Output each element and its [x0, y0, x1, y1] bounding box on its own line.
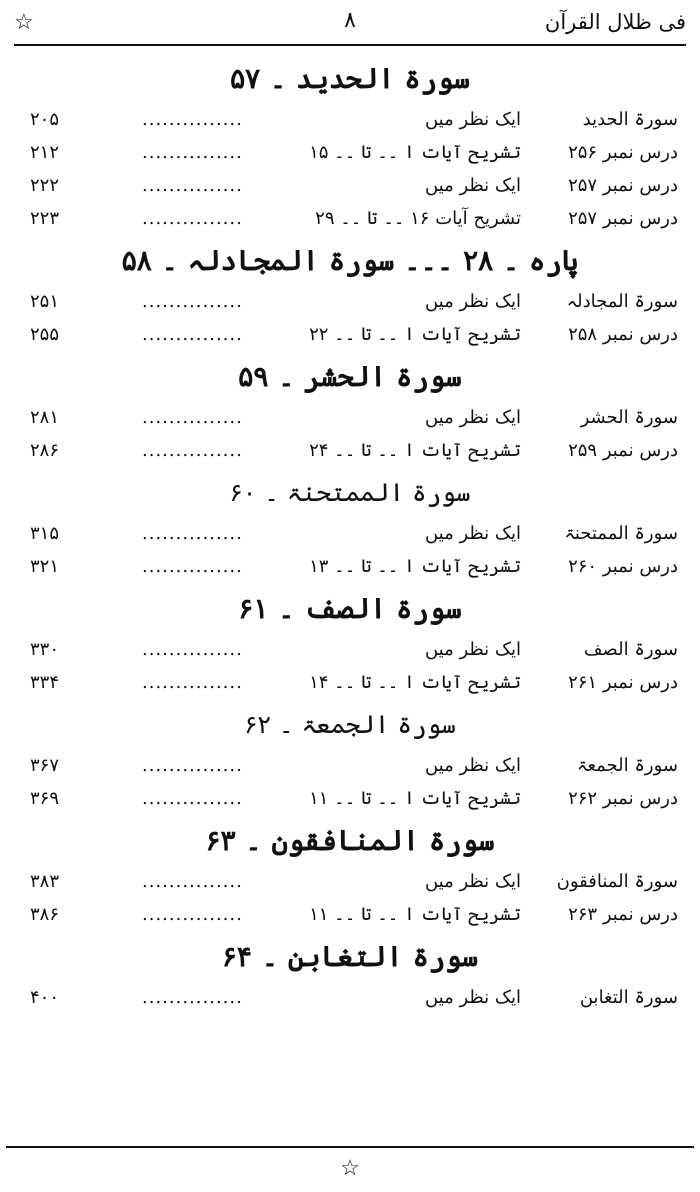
toc-entry	[14, 137, 686, 170]
toc-entry	[14, 634, 686, 667]
entry-leader-dots: ...............	[142, 407, 243, 428]
section-heading: سورۃ الممتحنۃ ۔ ۶۰	[229, 478, 471, 507]
toc-entry	[14, 402, 686, 435]
entry-surah: سورۃ الصف	[583, 639, 678, 660]
entry-description: تشریح آیات ا ۔۔ تا ۔۔ ۱۳	[309, 556, 521, 577]
entry-surah: سورۃ الحدید	[582, 109, 678, 130]
entry-page-number: ۲۱۲	[30, 142, 60, 163]
entry-surah: درس نمبر ۲۵۶	[568, 142, 678, 163]
entry-leader-dots: ...............	[142, 523, 243, 544]
entry-description: ایک نظر میں	[424, 109, 521, 130]
entry-page-number: ۳۳۴	[30, 672, 60, 693]
entry-surah: درس نمبر ۲۶۲	[568, 788, 678, 809]
entry-surah: درس نمبر ۲۶۳	[568, 904, 678, 925]
entry-description: ایک نظر میں	[424, 871, 521, 892]
entry-description: ایک نظر میں	[424, 407, 521, 428]
entry-description: تشریح آیات ا ۔۔ تا ۔۔ ۱۵	[309, 142, 521, 163]
entry-page-number: ۲۲۳	[30, 208, 60, 229]
entry-page-number: ۲۲۲	[30, 175, 60, 196]
star-icon: ☆	[14, 10, 34, 35]
entry-leader-dots: ...............	[142, 175, 243, 196]
toc-entry	[14, 667, 686, 700]
entry-leader-dots: ...............	[142, 291, 243, 312]
entry-surah: سورۃ المجادلہ	[566, 291, 678, 312]
entry-description: ایک نظر میں	[424, 755, 521, 776]
entry-description: تشریح آیات ا ۔۔ تا ۔۔ ۲۲	[309, 324, 521, 345]
entry-surah: سورۃ الممتحنۃ	[564, 523, 678, 544]
toc-entry	[14, 435, 686, 468]
entry-surah: سورۃ الجمعۃ	[576, 755, 678, 776]
toc-entry	[14, 899, 686, 932]
entry-description: تشریح آیات ۱۶ ۔۔ تا ۔۔ ۲۹	[315, 208, 521, 229]
entry-leader-dots: ...............	[142, 324, 243, 345]
entry-page-number: ۲۸۶	[30, 440, 60, 461]
entry-surah: سورۃ الحشر	[580, 407, 678, 428]
section-heading: سورۃ المنافقون ۔ ۶۳	[205, 824, 495, 857]
entry-surah: درس نمبر ۲۵۹	[568, 440, 678, 461]
entry-surah: سورۃ التغابن	[579, 987, 678, 1008]
toc-entry	[14, 750, 686, 783]
toc-entry	[14, 104, 686, 137]
toc-entry	[14, 982, 686, 1015]
entry-description: ایک نظر میں	[424, 175, 521, 196]
entry-leader-dots: ...............	[142, 440, 243, 461]
toc-entry	[14, 170, 686, 203]
entry-description: ایک نظر میں	[424, 987, 521, 1008]
entry-description: تشریح آیات ا ۔۔ تا ۔۔ ۱۱	[309, 788, 521, 809]
toc-entry	[14, 203, 686, 236]
footer-rule	[6, 1146, 694, 1148]
section-heading: سورۃ الجمعۃ ۔ ۶۲	[244, 710, 456, 739]
page-header	[14, 8, 686, 44]
entry-description: ایک نظر میں	[424, 291, 521, 312]
entry-description: تشریح آیات ا ۔۔ تا ۔۔ ۲۴	[309, 440, 521, 461]
header-rule	[14, 44, 686, 46]
entry-description: ایک نظر میں	[424, 523, 521, 544]
toc-entry	[14, 551, 686, 584]
entry-page-number: ۳۳۰	[30, 639, 60, 660]
section-heading: سورۃ الصف ۔ ۶۱	[238, 592, 462, 625]
entry-surah: درس نمبر ۲۶۱	[568, 672, 678, 693]
entry-page-number: ۳۸۳	[30, 871, 60, 892]
entry-surah: درس نمبر ۲۵۷	[568, 208, 678, 229]
toc-entry	[14, 518, 686, 551]
entry-leader-dots: ...............	[142, 109, 243, 130]
entry-surah: درس نمبر ۲۵۷	[568, 175, 678, 196]
entry-surah: درس نمبر ۲۵۸	[568, 324, 678, 345]
entry-page-number: ۲۵۵	[30, 324, 60, 345]
entry-page-number: ۳۱۵	[30, 523, 60, 544]
entry-leader-dots: ...............	[142, 904, 243, 925]
entry-description: ایک نظر میں	[424, 639, 521, 660]
entry-page-number: ۳۸۶	[30, 904, 60, 925]
entry-surah: سورۃ المنافقون	[556, 871, 678, 892]
entry-page-number: ۲۵۱	[30, 291, 60, 312]
book-title: فی ظلال القرآن	[544, 10, 686, 34]
toc-entry	[14, 866, 686, 899]
section-heading: پارہ ۔ ۲۸ ۔۔۔ سورۃ المجادلہ ۔ ۵۸	[121, 244, 579, 277]
entry-page-number: ۳۶۷	[30, 755, 60, 776]
entry-description: تشریح آیات ا ۔۔ تا ۔۔ ۱۴	[309, 672, 521, 693]
toc-entry	[14, 319, 686, 352]
entry-leader-dots: ...............	[142, 556, 243, 577]
entry-page-number: ۳۶۹	[30, 788, 60, 809]
entry-page-number: ۲۸۱	[30, 407, 60, 428]
table-of-contents	[14, 54, 686, 1015]
toc-entry	[14, 783, 686, 816]
section-heading: سورۃ الحشر ۔ ۵۹	[238, 360, 462, 393]
entry-leader-dots: ...............	[142, 142, 243, 163]
page-number: ٨	[344, 8, 356, 33]
footer-star-icon: ☆	[340, 1156, 360, 1181]
entry-leader-dots: ...............	[142, 987, 243, 1008]
entry-surah: درس نمبر ۲۶۰	[568, 556, 678, 577]
toc-entry	[14, 286, 686, 319]
entry-leader-dots: ...............	[142, 639, 243, 660]
entry-page-number: ۳۲۱	[30, 556, 60, 577]
entry-leader-dots: ...............	[142, 871, 243, 892]
entry-leader-dots: ...............	[142, 208, 243, 229]
section-heading: سورۃ الحدید ۔ ۵۷	[230, 62, 470, 95]
entry-page-number: ۴۰۰	[30, 987, 60, 1008]
entry-leader-dots: ...............	[142, 672, 243, 693]
section-heading: سورۃ التغابن ۔ ۶۴	[221, 940, 479, 973]
entry-leader-dots: ...............	[142, 755, 243, 776]
entry-page-number: ۲۰۵	[30, 109, 60, 130]
entry-leader-dots: ...............	[142, 788, 243, 809]
entry-description: تشریح آیات ا ۔۔ تا ۔۔ ۱۱	[309, 904, 521, 925]
